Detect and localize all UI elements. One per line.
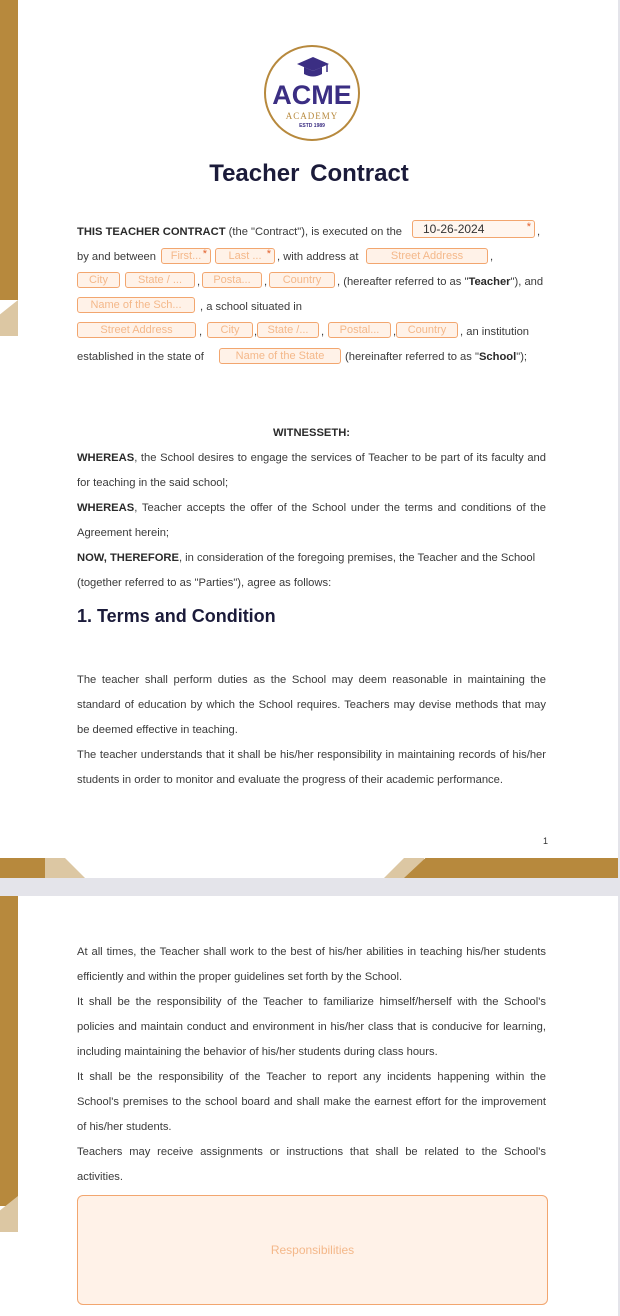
logo-estd-text: ESTD 1989	[299, 123, 325, 129]
intro-line-1	[77, 226, 402, 238]
witnesseth-text: WITNESSETH:	[272, 427, 351, 439]
by-between-text: by and between	[77, 251, 156, 263]
section-1-title: 1. Terms and Condition	[77, 606, 276, 626]
hereinafter-post: ");	[516, 351, 528, 363]
comma: ,	[264, 276, 268, 288]
with-address-text: , with address at	[277, 251, 359, 263]
teacher-city-field[interactable]: City	[77, 272, 120, 288]
school-bold: School	[478, 351, 517, 363]
required-mark: *	[266, 248, 271, 260]
responsibilities-field[interactable]: Responsibilities	[77, 1195, 548, 1305]
recital-text: , the School desires to engage the services of Teacher to be part of its faculty and for teaching in the said school;	[77, 452, 546, 489]
teacher-last-name-field[interactable]	[215, 248, 275, 264]
page-2-para-2: It shall be the responsibility of the Teacher to familiarize himself/herself with the School's policies and maintain conduct and environment in his/her class that is conducive for learning, including maintaining the behavior of his/her students during class hours.	[77, 996, 546, 1058]
bottom-band-left	[0, 858, 45, 878]
recital-3	[77, 546, 546, 596]
school-state-name-field[interactable]: Name of the State	[219, 348, 341, 364]
contract-lead-bold: THIS TEACHER CONTRACT	[77, 226, 226, 238]
document-page-2	[0, 896, 618, 1316]
recital-bold: NOW, THEREFORE	[77, 552, 179, 564]
school-postal-field[interactable]: Postal...	[328, 322, 391, 338]
teacher-state-field[interactable]: State / ...	[125, 272, 195, 288]
recital-bold: WHEREAS	[77, 452, 135, 464]
witnesseth-heading	[77, 421, 546, 446]
school-name-field[interactable]: Name of the Sch...	[77, 297, 195, 313]
page-2-para-4: Teachers may receive assignments or instructions that shall be related to the School's activities.	[77, 1146, 546, 1183]
graduation-cap-icon	[296, 56, 330, 78]
comma: ,	[490, 251, 494, 263]
section-1-para-1: The teacher shall perform duties as the School may deem reasonable in maintaining the standard of education by which the School requires. Teachers may devise methods that may be deemed effective in teaching.	[77, 674, 546, 736]
section-1-body	[77, 668, 546, 793]
page-2-para-3: It shall be the responsibility of the Teacher to report any incidents happening within the School's premises to the school board and shall make the earnest effort for the improvement of his/her students.	[77, 1071, 546, 1133]
page-number: 1	[543, 836, 549, 846]
recital-bold: WHEREAS	[77, 502, 135, 514]
established-text: established in the state of	[77, 351, 204, 363]
hereafter-post: "), and	[510, 276, 544, 288]
teacher-bold: Teacher	[468, 276, 511, 288]
recital-text: , in consideration of the foregoing premises, the Teacher and the School (together referred to as "Parties"), agree as follows:	[77, 552, 536, 589]
comma: ,	[537, 226, 541, 238]
school-country-field[interactable]: Country	[396, 322, 458, 338]
contract-date-value: 10-26-2024	[423, 222, 485, 236]
institution-text: , an institution	[460, 326, 530, 338]
contract-lead-text: (the "Contract"), is executed on the	[225, 226, 403, 238]
recital-2	[77, 496, 546, 546]
recitals	[77, 446, 546, 596]
bottom-band-left-accent	[45, 858, 85, 878]
teacher-first-name-field[interactable]	[161, 248, 211, 264]
teacher-postal-field[interactable]: Posta...	[202, 272, 262, 288]
contract-date-field[interactable]	[412, 220, 535, 238]
school-state-field[interactable]: State /...	[257, 322, 319, 338]
school-street-field[interactable]: Street Address	[77, 322, 196, 338]
hereinafter-school-text	[345, 351, 527, 363]
logo-academy-text: ACADEMY	[285, 111, 339, 121]
document-title: Teacher Contract	[209, 160, 409, 187]
comma: ,	[197, 276, 201, 288]
teacher-street-field[interactable]: Street Address	[366, 248, 488, 264]
side-stripe	[0, 0, 18, 300]
school-city-field[interactable]: City	[207, 322, 253, 338]
side-stripe	[0, 896, 18, 1206]
required-mark: *	[202, 248, 207, 260]
school-logo	[264, 45, 360, 141]
hereinafter-pre: (hereinafter referred to as "	[345, 351, 479, 363]
hereafter-pre: , (hereafter referred to as "	[337, 276, 469, 288]
first-name-placeholder: First...	[170, 250, 202, 262]
comma: ,	[254, 326, 258, 338]
school-situated-text: , a school situated in	[200, 301, 302, 313]
last-name-placeholder: Last ...	[228, 250, 262, 262]
side-stripe-accent	[0, 300, 18, 336]
recital-text: , Teacher accepts the offer of the School under the terms and conditions of the Agreement herein;	[77, 502, 546, 539]
bottom-band-right	[404, 858, 618, 878]
required-mark: *	[526, 221, 531, 233]
comma: ,	[393, 326, 397, 338]
comma: ,	[199, 326, 203, 338]
section-1-para-2: The teacher understands that it shall be his/her responsibility in maintaining records of his/her students in order to monitor and evaluate the progress of their academic performance.	[77, 749, 546, 786]
page-2-para-1: At all times, the Teacher shall work to the best of his/her abilities in teaching his/her students efficiently and within the proper guidelines set forth by the School.	[77, 946, 546, 983]
logo-acme-text: ACME	[272, 80, 352, 110]
hereafter-teacher-text	[337, 276, 543, 288]
comma: ,	[321, 326, 325, 338]
teacher-country-field[interactable]: Country	[269, 272, 335, 288]
page-2-body	[77, 940, 546, 1190]
recital-1	[77, 446, 546, 496]
